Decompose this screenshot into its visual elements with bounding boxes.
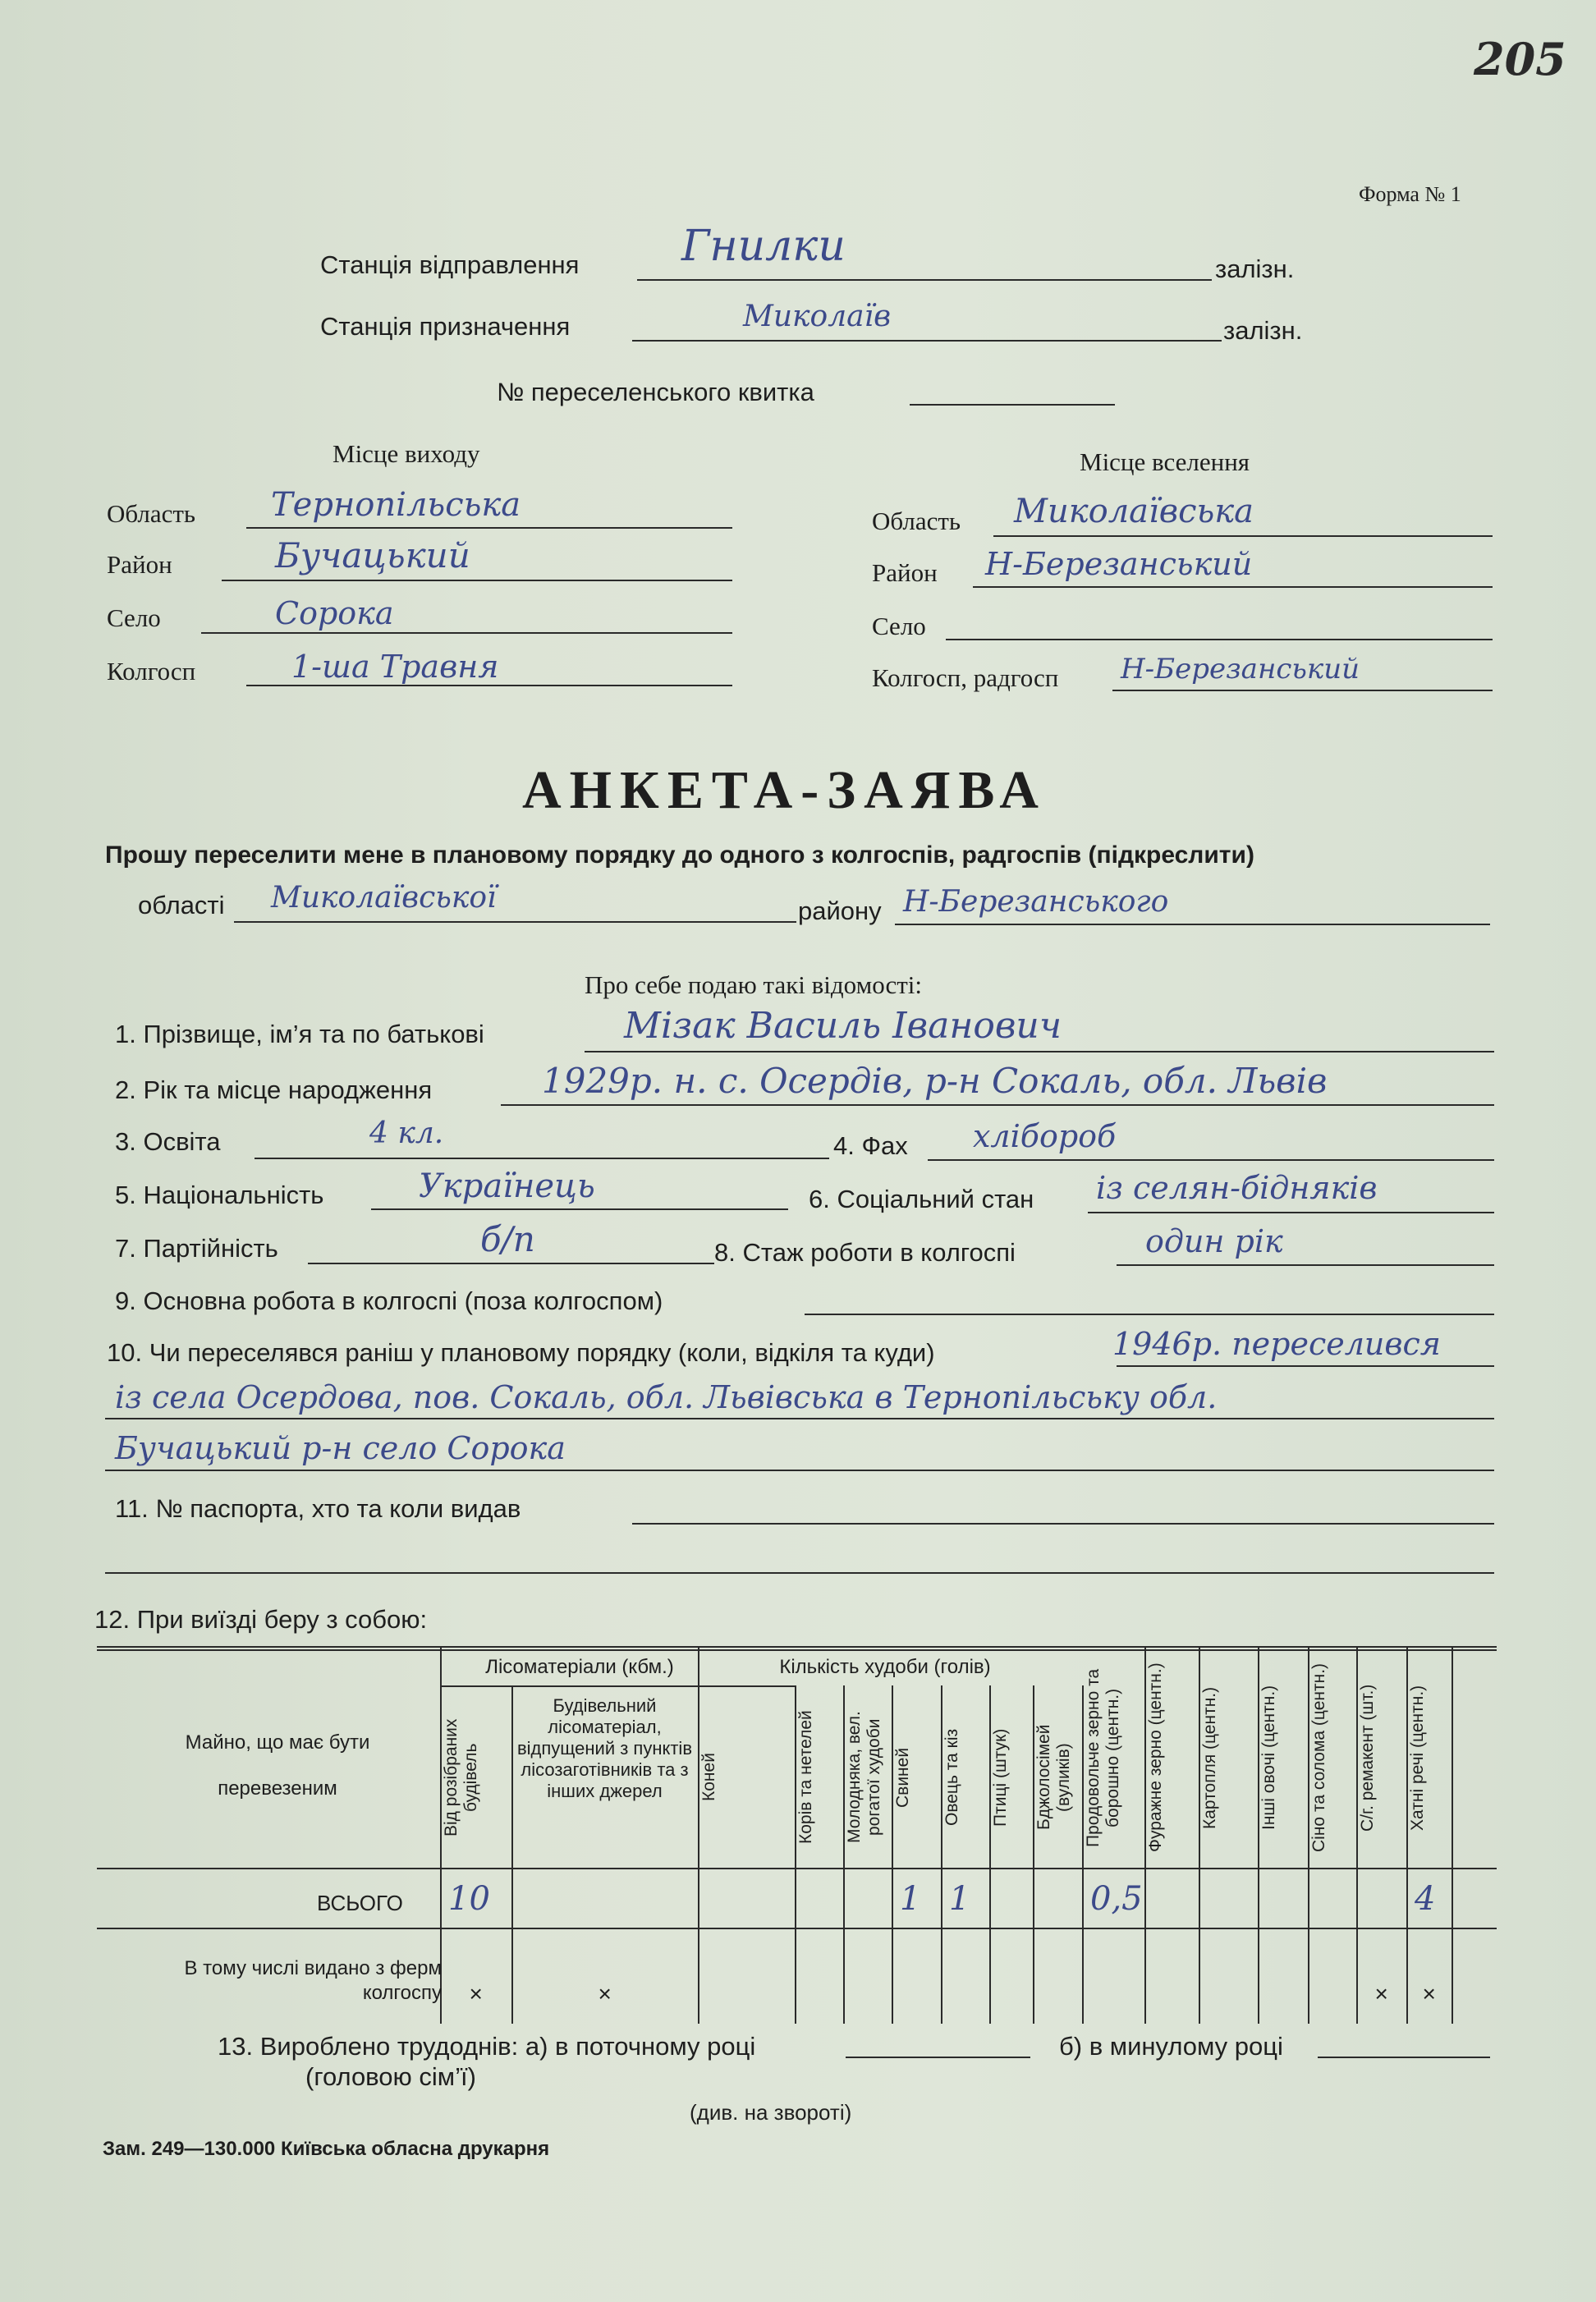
property-header: Майно, що має бути перевезеним [185, 1731, 370, 1800]
destination-kolhosp-value: Н-Березанський [1121, 653, 1360, 686]
departure-station-label: Станція відправлення [320, 250, 580, 279]
destination-oblast-label: Область [872, 507, 961, 535]
livestock-header: Кількість худоби (голів) [779, 1656, 991, 1678]
row-total-cell: 0,5 [1090, 1880, 1143, 1918]
field-2-value: 1929р. н. с. Осердів, р-н Сокаль, обл. Львів [542, 1061, 1328, 1101]
workdays-label: 13. Вироблено трудоднів: а) в поточному році [218, 2032, 756, 2061]
row-total-label: ВСЬОГО [317, 1891, 403, 1915]
table-column-header: Сіно та солома (центн.) [1309, 1663, 1328, 1853]
destination-kolhosp-label: Колгосп, радгосп [872, 663, 1059, 692]
row-farm-cell: × [1374, 1981, 1388, 2006]
row-farm-cell: × [469, 1981, 483, 2006]
origin-kolhosp-value: 1-ша Травня [291, 649, 499, 685]
form-number: Форма № 1 [1359, 182, 1461, 206]
table-column-header: С/г. ремакент (шт.) [1358, 1684, 1377, 1832]
field-4-label: 4. Фах [833, 1131, 908, 1160]
field-3-label: 3. Освіта [115, 1127, 221, 1156]
table-column-header: Хатні речі (центн.) [1408, 1685, 1427, 1831]
field-5-label: 5. Національність [115, 1181, 324, 1209]
destination-oblast-value: Миколаївська [1014, 493, 1254, 530]
table-column-header: Коней [699, 1753, 718, 1802]
ticket-number-label: № переселенського квитка [497, 378, 814, 406]
field-5-value: Українець [419, 1167, 595, 1205]
archive-number: 205 [1474, 33, 1566, 85]
table-column-header: Інші овочі (центн.) [1259, 1685, 1278, 1831]
field-11-label: 11. № паспорта, хто та коли видав [115, 1494, 521, 1523]
document-title: АНКЕТА-ЗАЯВА [522, 760, 1047, 820]
destination-station-label: Станція призначення [320, 312, 571, 341]
departure-station-value: Гнилки [681, 222, 846, 271]
request-oblast-label: області [138, 891, 225, 919]
workdays-b-label: б) в минулому році [1059, 2032, 1283, 2061]
row-total-cell: 10 [448, 1880, 490, 1918]
table-column-divider [1452, 1646, 1453, 2024]
field-7-label: 7. Партійність [115, 1234, 278, 1263]
origin-oblast-value: Тернопільська [271, 486, 521, 524]
see-reverse: (див. на звороті) [690, 2100, 852, 2125]
row-farm-cell: × [598, 1981, 612, 2006]
field-2-label: 2. Рік та місце народження [115, 1075, 433, 1104]
field-7-value: б/п [480, 1219, 535, 1259]
field-6-value: із селян-бідняків [1096, 1170, 1378, 1206]
origin-raion-value: Бучацький [275, 535, 470, 576]
destination-station-value: Миколаїв [743, 300, 892, 333]
table-column-header: Будівельний лісоматеріал, відпущений з пунктів лісозаготівників та з інших джерел [516, 1695, 693, 1801]
request-raion-label: району [798, 896, 882, 925]
field-6-label: 6. Соціальний стан [809, 1185, 1034, 1213]
table-column-header: Від розібраних будівель [442, 1718, 480, 1837]
table-column-header: Овець та кіз [942, 1728, 961, 1827]
table-column-header: Картопля (центн.) [1200, 1686, 1219, 1829]
row-farm-label: В тому числі видано з ферм колгоспу [184, 1957, 442, 2004]
intro-text: Про себе подаю такі відомості: [585, 970, 923, 999]
field-4-value: хлібороб [973, 1118, 1117, 1154]
origin-kolhosp-label: Колгосп [107, 657, 196, 686]
field-10-value-1: 1946р. переселився [1112, 1326, 1441, 1362]
field-10-value-2: із села Осердова, пов. Сокаль, обл. Львівська в Тернопільську обл. [115, 1379, 1218, 1415]
origin-selo-value: Сорока [275, 595, 394, 631]
table-column-header: Бджолосімей (вуликів) [1034, 1724, 1073, 1831]
field-8-label: 8. Стаж роботи в колгоспі [714, 1238, 1016, 1267]
table-column-header: Молодняка, вел. рогатої худоби [845, 1711, 883, 1844]
field-8-value: один рік [1145, 1223, 1283, 1259]
destination-selo-label: Село [872, 612, 926, 640]
field-1-label: 1. Прізвище, ім’я та по батькові [115, 1020, 484, 1048]
table-column-header: Фуражне зерно (центн.) [1146, 1662, 1165, 1853]
row-total-cell: 1 [949, 1880, 970, 1918]
origin-raion-label: Район [107, 550, 172, 579]
request-oblast-value: Миколаївської [271, 881, 497, 915]
request-line: Прошу переселити мене в плановому порядку до одного з колгоспів, радгоспів (підкреслити) [105, 841, 1254, 869]
origin-oblast-label: Область [107, 499, 196, 528]
origin-selo-label: Село [107, 603, 161, 632]
table-column-header: Птиці (штук) [991, 1728, 1010, 1827]
destination-heading: Місце вселення [1080, 447, 1250, 476]
destination-raion-value: Н-Березанський [985, 546, 1253, 582]
field-10-label: 10. Чи переселявся раніш у плановому порядку (коли, відкіля та куди) [107, 1338, 935, 1367]
destination-station-suffix: залізн. [1223, 316, 1303, 345]
table-column-header: Продовольче зерно та борошно (центн.) [1084, 1668, 1122, 1847]
printer-note: Зам. 249—130.000 Київська обласна друкарня [103, 2138, 550, 2160]
workdays-sub: (головою сім’ї) [305, 2062, 476, 2091]
row-farm-cell: × [1422, 1981, 1436, 2006]
departure-station-suffix: залізн. [1215, 255, 1295, 283]
field-9-label: 9. Основна робота в колгоспі (поза колгоспом) [115, 1286, 663, 1315]
field-1-value: Мізак Василь Іванович [624, 1005, 1062, 1047]
field-3-value: 4 кл. [369, 1117, 444, 1150]
timber-header: Лісоматеріали (кбм.) [485, 1656, 674, 1678]
luggage-table [97, 1646, 1497, 2024]
row-total-cell: 4 [1415, 1880, 1436, 1918]
table-column-header: Свиней [893, 1747, 912, 1808]
origin-heading: Місце виходу [332, 439, 480, 468]
field-10-value-3: Бучацький р-н село Сорока [115, 1430, 566, 1466]
table-column-header: Корів та нетелей [796, 1710, 815, 1845]
request-raion-value: Н-Березанського [903, 885, 1169, 919]
field-12-label: 12. При виїзді беру з собою: [94, 1605, 428, 1634]
row-total-cell: 1 [900, 1880, 921, 1918]
destination-raion-label: Район [872, 558, 938, 587]
